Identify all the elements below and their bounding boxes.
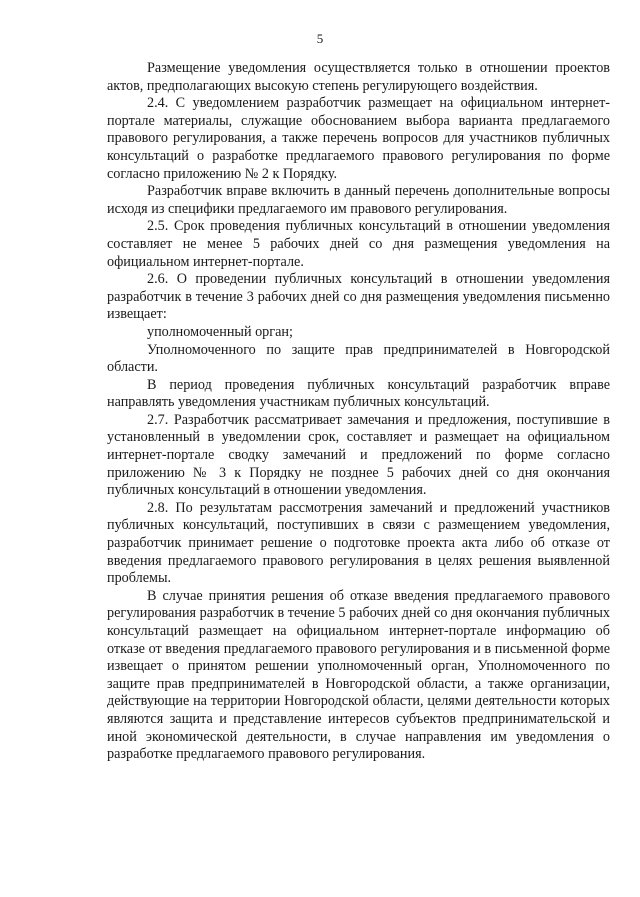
paragraph-ombudsman: Уполномоченного по защите прав предпринимателей в Новгородской области.	[107, 341, 610, 376]
paragraph-consultation-period: В период проведения публичных консультаций разработчик вправе направлять уведомления участникам публичных консультаций.	[107, 376, 610, 411]
page-number: 5	[316, 31, 324, 46]
paragraph-refusal-decision: В случае принятия решения об отказе введения предлагаемого правового регулирования разработчик в течение 5 рабочих дней со дня окончания публичных консультаций размещает на официальном интернет-портале информацию об отказе от введения предлагаемого правового регулирования и в письменной форме извещает о принятом решении уполномоченный орган, Уполномоченного по защите прав предпринимателей в Новгородской области, а также организации, действующие на территории Новгородской области, целями деятельности которых являются защита и представление интересов субъектов предпринимательской и иной экономической деятельности, в случае направления им уведомления о разработке предлагаемого правового регулирования.	[107, 587, 610, 763]
paragraph-2-4: 2.4. С уведомлением разработчик размещает на официальном интернет-портале материалы, служащие обоснованием выбора варианта предлагаемого правового регулирования, а также перечень вопросов для участников публичных консультаций о разработке предлагаемого правового регулирования по форме согласно приложению № 2 к Порядку.	[107, 95, 610, 182]
paragraph-2-6: 2.6. О проведении публичных консультаций в отношении уведомления разработчик в течение 3 рабочих дней со дня размещения уведомления письменно извещает:	[107, 271, 610, 323]
paragraph-notice-placement: Размещение уведомления осуществляется только в отношении проектов актов, предполагающих высокую степень регулирующего воздействия.	[107, 60, 610, 94]
paragraph-additional-questions: Разработчик вправе включить в данный перечень дополнительные вопросы исходя из специфики предлагаемого им правового регулирования.	[107, 183, 610, 217]
paragraph-authorized-body: уполномоченный орган;	[147, 323, 293, 340]
paragraph-2-5: 2.5. Срок проведения публичных консультаций в отношении уведомления составляет не менее 5 рабочих дней со дня размещения уведомления на официальном интернет-портале.	[107, 218, 610, 270]
document-body	[107, 60, 610, 764]
paragraph-2-8: 2.8. По результатам рассмотрения замечаний и предложений участников публичных консультаций, поступивших в связи с размещением уведомления, разработчик принимает решение о подготовке проекта акта либо об отказе от введения предлагаемого правового регулирования в целях решения выявленной проблемы.	[107, 499, 610, 587]
paragraph-2-7: 2.7. Разработчик рассматривает замечания и предложения, поступившие в установленный в уведомлении срок, составляет и размещает на официальном интернет-портале сводку замечаний и предложений по форме согласно приложению № 3 к Порядку не позднее 5 рабочих дней со дня окончания публичных консультаций в отношении уведомления.	[107, 411, 610, 499]
